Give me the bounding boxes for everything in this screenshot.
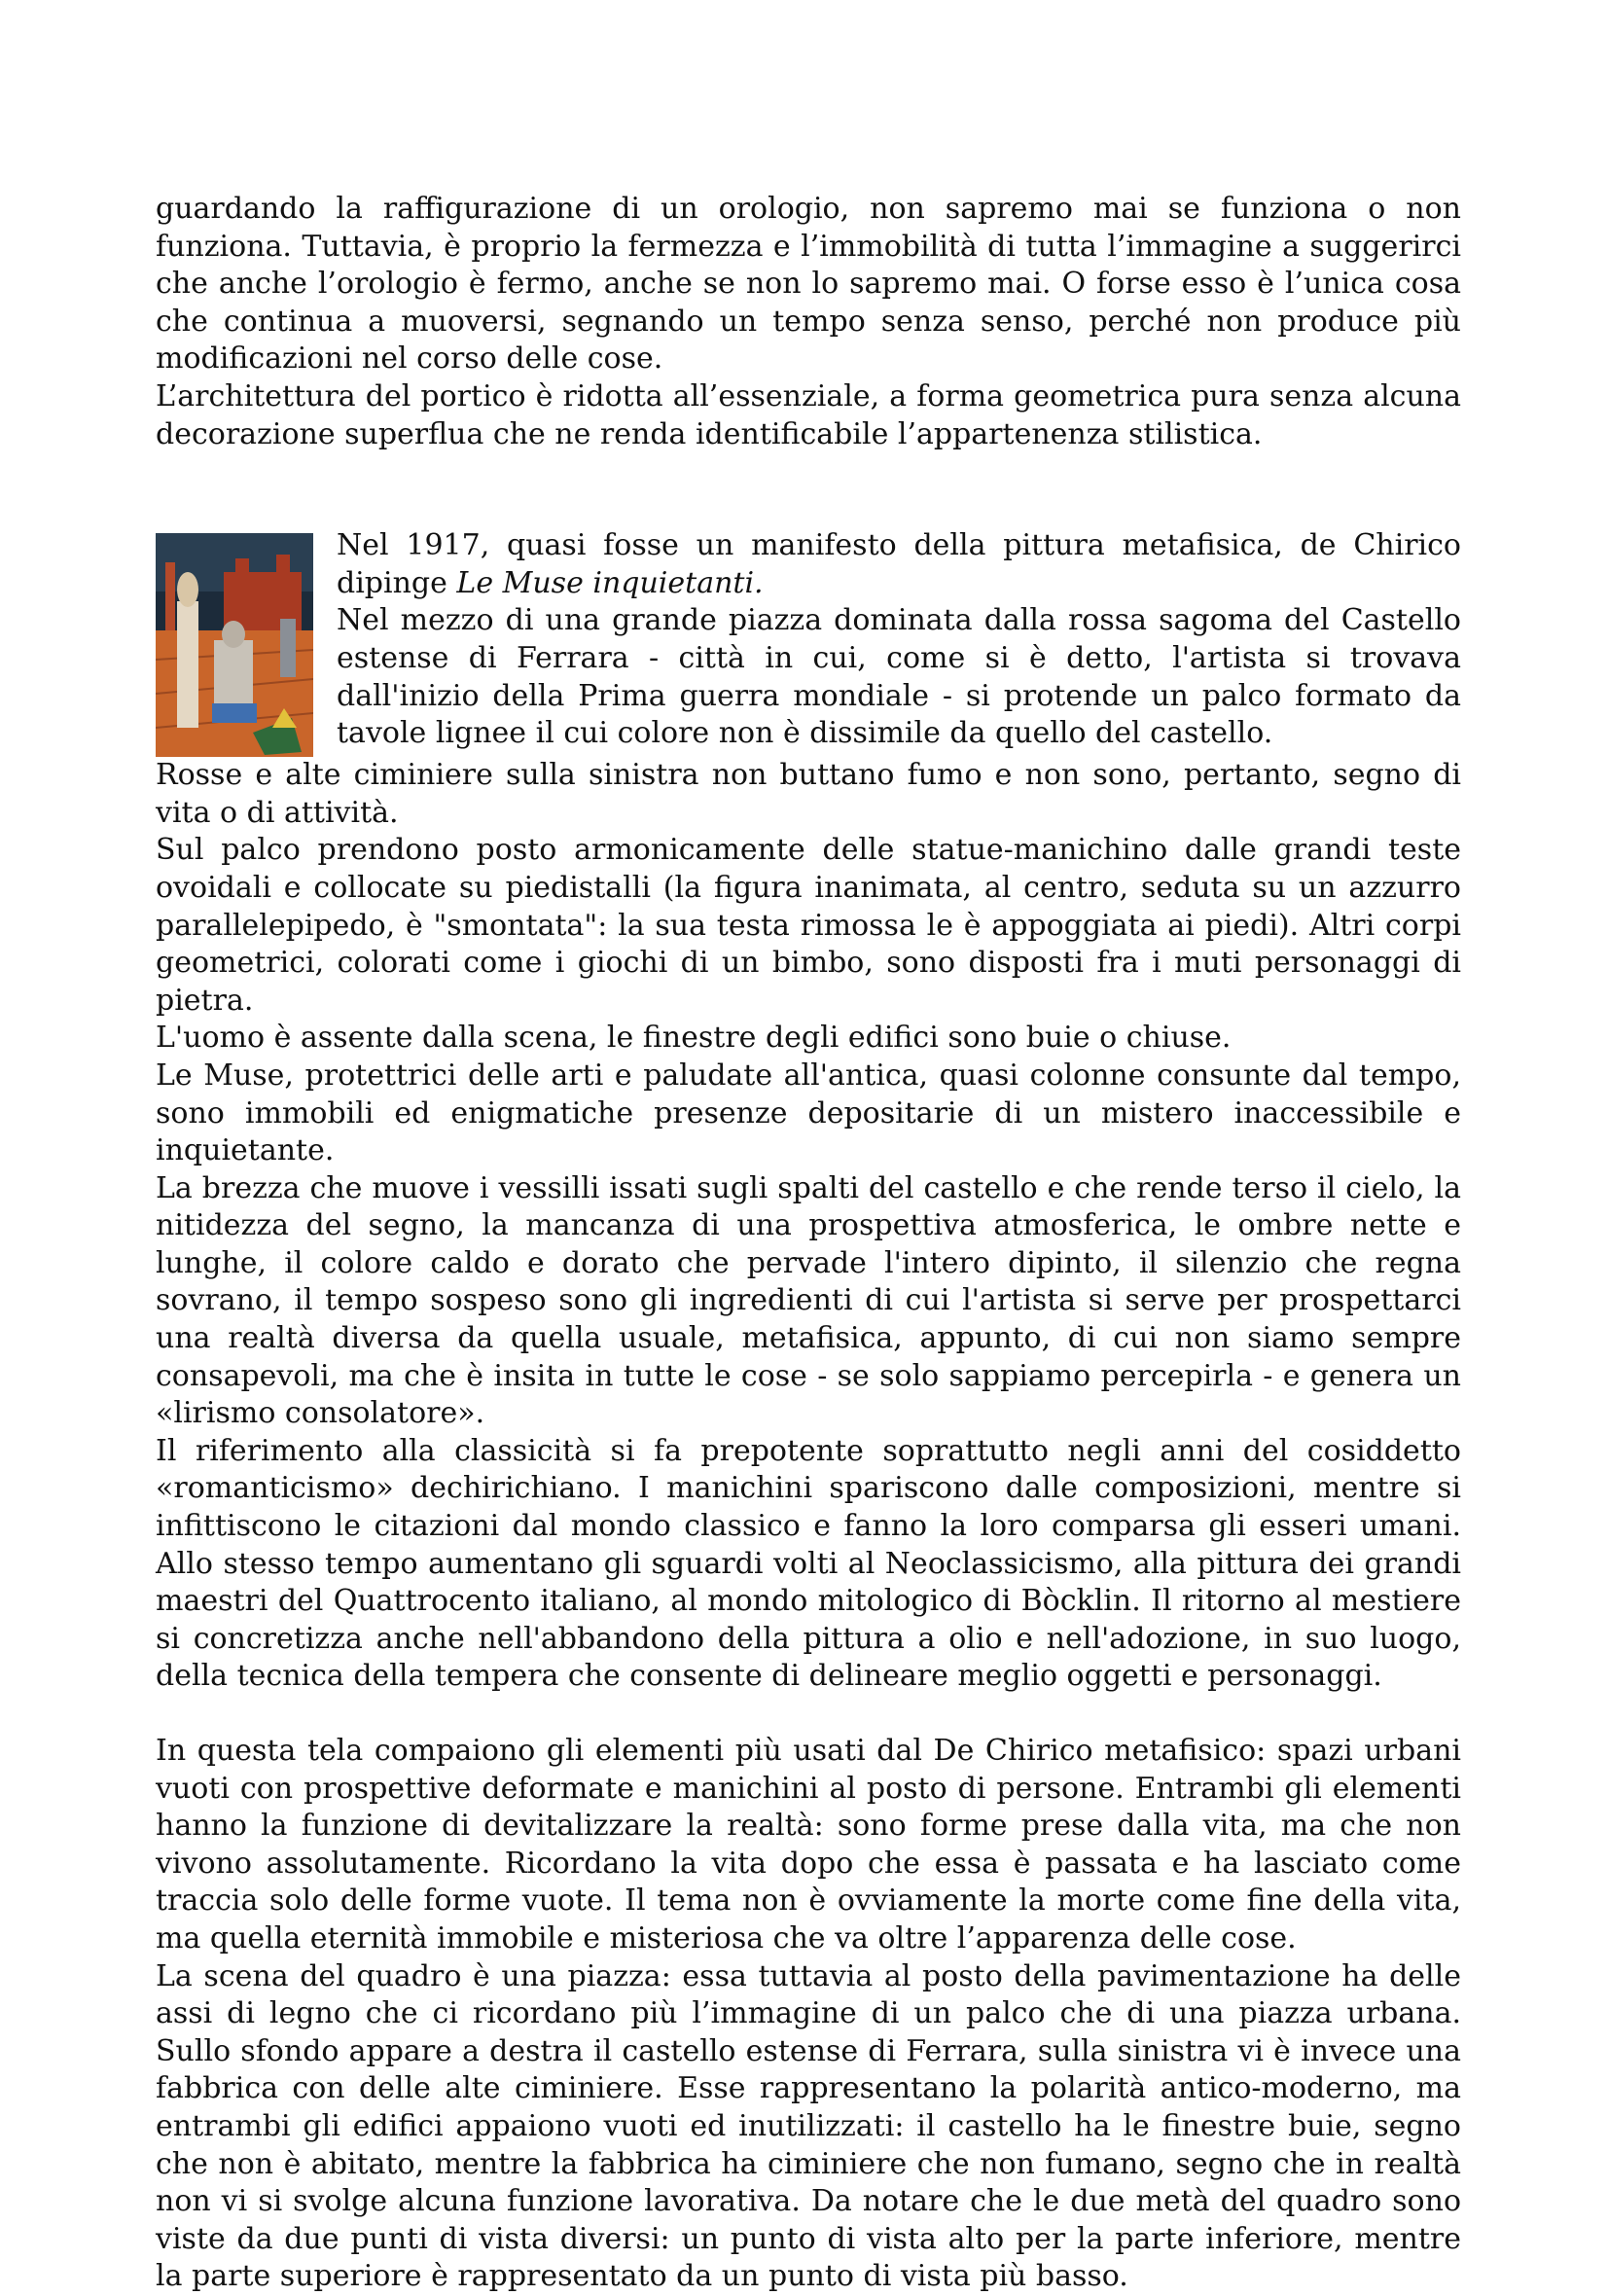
paragraph-muse: Le Muse, protettrici delle arti e paludate all'antica, quasi colonne consunte dal tempo, sono immobili ed enigmatiche presenze depositarie di un mistero inaccessibile e inquietante. (156, 1058, 1461, 1168)
section-spacer (156, 1696, 1461, 1733)
paragraph-orologio: guardando la raffigurazione di un orologio, non sapremo mai se funziona o non funziona. Tuttavia, è proprio la fermezza e l’immobilità di tutta l’immagine a suggerirci che anche l’orologio è fermo, anche se non lo sapremo mai. O forse esso è l’unica cosa che continua a muoversi, segnando un tempo senza senso, perché non produce più modificazioni nel corso delle cose. (156, 192, 1461, 377)
paragraph-uomo-assente: L'uomo è assente dalla scena, le finestre degli edifici sono buie o chiuse. (156, 1021, 1232, 1056)
document-page (156, 191, 1461, 2296)
paragraph-brezza: La brezza che muove i vessilli issati sugli spalti del castello e che rende terso il cielo, la nitidezza del segno, la mancanza di una prospettiva atmosferica, le ombre nette e lunghe, il colore caldo e dorato che pervade l'intero dipinto, il silenzio che regna sovrano, il tempo sospeso sono gli ingredienti di cui l'artista si serve per prospettarci una realtà diversa da quella usuale, metafisica, appunto, di cui non siamo sempre consapevoli, ma che è insita in tutte le cose - se solo sappiamo percepirla - e genera un «lirismo consolatore». (156, 1170, 1461, 1431)
intro-lead-text: Nel 1917, quasi fosse un manifesto della pittura metafisica, de Chirico dipinge (337, 528, 1461, 600)
paragraph-ciminiere: Rosse e alte ciminiere sulla sinistra non buttano fumo e non sono, pertanto, segno di vita o di attività. (156, 758, 1461, 830)
paragraph-scena: La scena del quadro è una piazza: essa tuttavia al posto della pavimentazione ha delle assi di legno che ci ricordano più l’immagine di un palco che di una piazza urbana. Sullo sfondo appare a destra il castello estense di Ferrara, sulla sinistra vi è invece una fabbrica con delle alte ciminiere. Esse rappresentano la polarità antico-moderno, ma entrambi gli edifici appaiono vuoti ed inutilizzati: il castello ha le finestre buie, segno che non è abitato, mentre la fabbrica ha ciminiere che non fumano, segno che in realtà non vi si svolge alcuna funzione lavorativa. Da notare che le due metà del quadro sono viste da due punti di vista diversi: un punto di vista alto per la parte inferiore, mentre la parte superiore è rappresentato da un punto di vista più basso. (156, 1958, 1461, 2294)
paragraph-architettura: L’architettura del portico è ridotta all’essenziale, a forma geometrica pura senza alcuna decorazione superflua che ne renda identificabile l’appartenenza stilistica. (156, 378, 1461, 451)
paragraph-statue-manichino: Sul palco prendono posto armonicamente delle statue-manichino dalle grandi teste ovoidali e collocate su piedistalli (la figura inanimata, al centro, seduta su un azzurro parallelepipedo, è "smontata": la sua testa rimossa le è appoggiata ai piedi). Altri corpi geometrici, colorati come i giochi di un bimbo, sono disposti fra i muti personaggi di pietra. (156, 833, 1461, 1018)
intro-block (156, 527, 1461, 757)
paragraph-tela: In questa tela compaiono gli elementi più usati dal De Chirico metafisico: spazi urbani vuoti con prospettive deformate e manichini al posto di persone. Entrambi gli elementi hanno la funzione di devitalizzare la realtà: sono forme prese dalla vita, ma che non vivono assolutamente. Ricordano la vita dopo che essa è passata e ha lasciato come traccia solo delle forme vuote. Il tema non è ovviamente la morte come fine della vita, ma quella eternità immobile e misteriosa che va oltre l’apparenza delle cose. (156, 1734, 1461, 1955)
painting-title: Le Muse inquietanti. (456, 565, 764, 600)
intro-paragraph-piazza: Nel mezzo di una grande piazza dominata dalla rossa sagoma del Castello estense di Ferrara - città in cui, come si è detto, l'artista si trovava dall'inizio della Prima guerra mondiale - si protende un palco formato da tavole lignee il cui colore non è dissimile da quello del castello. (337, 603, 1461, 751)
painting-thumbnail-icon (156, 533, 313, 757)
paragraph-classicita: Il riferimento alla classicità si fa prepotente soprattutto negli anni del cosiddetto «romanticismo» dechirichiano. I manichini spariscono dalle composizioni, mentre si infittiscono le citazioni dal mondo classico e fanno la loro comparsa gli esseri umani. Allo stesso tempo aumentano gli sguardi volti al Neoclassicismo, alla pittura dei grandi maestri del Quattrocento italiano, al mondo mitologico di Bòcklin. Il ritorno al mestiere si concretizza anche nell'abbandono della pittura a olio e nell'adozione, in suo luogo, della tecnica della tempera che consente di delineare meglio oggetti e personaggi. (156, 1433, 1461, 1694)
intro-paragraph-1917 (156, 527, 1461, 602)
section-spacer (156, 453, 1461, 527)
